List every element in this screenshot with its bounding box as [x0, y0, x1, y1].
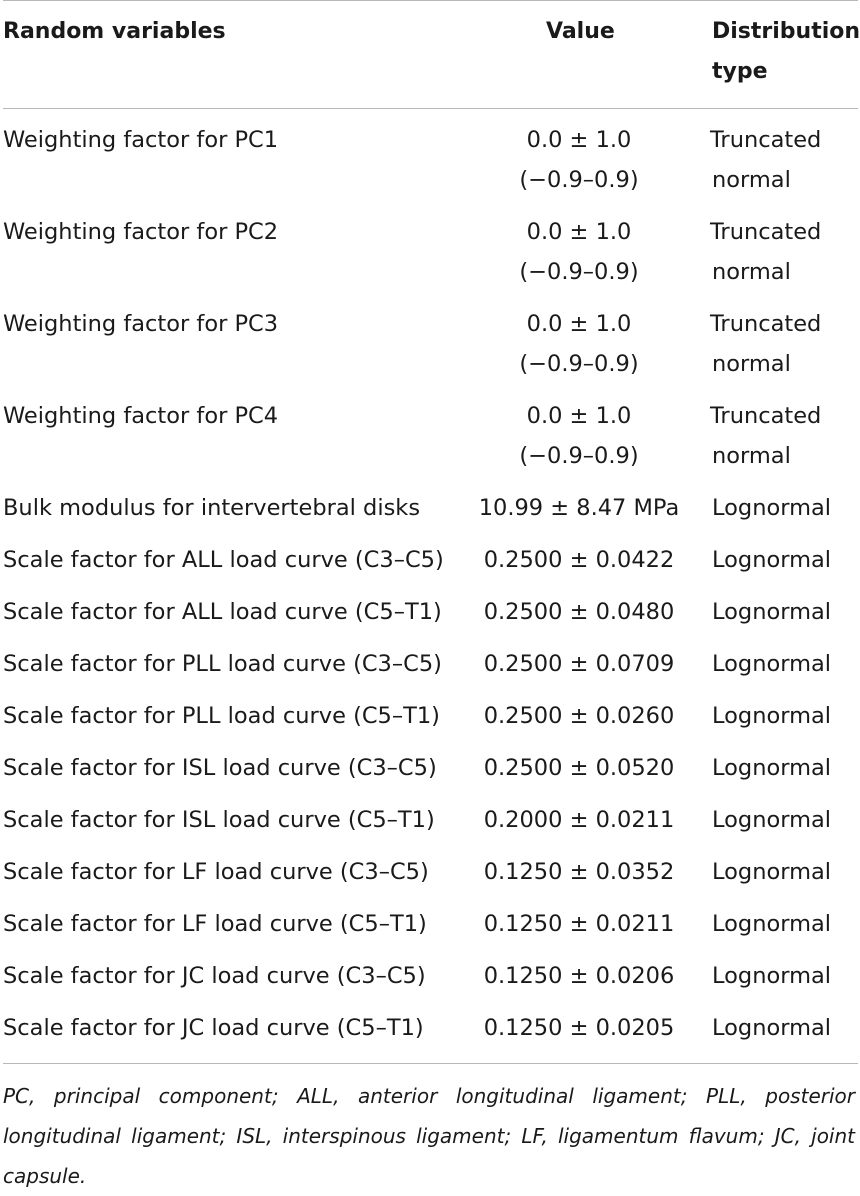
- value-cell: 0.1250 ± 0.0205: [483, 1015, 675, 1041]
- value-cell: 0.2500 ± 0.0260: [483, 703, 675, 729]
- distribution-cell-line2: normal: [712, 351, 791, 377]
- variable-cell: Weighting factor for PC1: [3, 127, 279, 153]
- value-cell: 0.2500 ± 0.0422: [483, 547, 675, 573]
- distribution-cell: Lognormal: [712, 495, 832, 521]
- value-cell: 0.0 ± 1.0: [526, 311, 632, 337]
- distribution-cell: Lognormal: [712, 547, 832, 573]
- table-footnote: PC, principal component; ALL, anterior longitudinal ligament; PLL, posterior longitudinal ligament; ISL, interspinous ligament; LF, ligamentum flavum; JC, joint capsule.: [3, 1084, 855, 1188]
- value-cell: 0.1250 ± 0.0206: [483, 963, 675, 989]
- table-top-rule: [3, 0, 858, 1]
- table-bottom-rule: [3, 1063, 858, 1064]
- distribution-cell: Lognormal: [712, 963, 832, 989]
- variable-cell: Scale factor for JC load curve (C3–C5): [3, 963, 426, 989]
- distribution-cell: Lognormal: [712, 911, 832, 937]
- value-cell: 0.2500 ± 0.0520: [483, 755, 675, 781]
- header-random-variables: Random variables: [3, 19, 226, 44]
- value-cell: 10.99 ± 8.47 MPa: [478, 495, 680, 521]
- value-cell: 0.2500 ± 0.0480: [483, 599, 675, 625]
- variable-cell: Weighting factor for PC2: [3, 219, 279, 245]
- header-type: type: [712, 59, 768, 84]
- variable-cell: Scale factor for ISL load curve (C5–T1): [3, 807, 435, 833]
- distribution-cell: Lognormal: [712, 807, 832, 833]
- variable-cell: Scale factor for LF load curve (C5–T1): [3, 911, 427, 937]
- header-distribution: Distribution: [712, 19, 860, 44]
- variable-cell: Scale factor for JC load curve (C5–T1): [3, 1015, 424, 1041]
- distribution-cell-line2: normal: [712, 443, 791, 469]
- value-cell: 0.0 ± 1.0: [526, 403, 632, 429]
- variable-cell: Weighting factor for PC4: [3, 403, 279, 429]
- variable-cell: Scale factor for PLL load curve (C5–T1): [3, 703, 440, 729]
- distribution-cell: Lognormal: [712, 755, 832, 781]
- variable-cell: Scale factor for ALL load curve (C5–T1): [3, 599, 442, 625]
- variable-cell: Scale factor for PLL load curve (C3–C5): [3, 651, 442, 677]
- range-cell: (−0.9–0.9): [519, 259, 639, 285]
- distribution-cell: Lognormal: [712, 859, 832, 885]
- distribution-cell: Truncated: [710, 403, 822, 429]
- variable-cell: Scale factor for ALL load curve (C3–C5): [3, 547, 444, 573]
- value-cell: 0.1250 ± 0.0352: [483, 859, 675, 885]
- value-cell: 0.1250 ± 0.0211: [483, 911, 675, 937]
- header-value: Value: [546, 19, 615, 44]
- distribution-cell: Truncated: [710, 311, 822, 337]
- distribution-cell: Lognormal: [712, 703, 832, 729]
- variable-cell: Scale factor for LF load curve (C3–C5): [3, 859, 429, 885]
- distribution-cell: Truncated: [710, 219, 822, 245]
- distribution-cell: Lognormal: [712, 599, 832, 625]
- distribution-cell: Lognormal: [712, 1015, 832, 1041]
- distribution-cell-line2: normal: [712, 167, 791, 193]
- variable-cell: Scale factor for ISL load curve (C3–C5): [3, 755, 437, 781]
- header-rule: [3, 108, 858, 109]
- variable-cell: Bulk modulus for intervertebral disks: [3, 495, 421, 521]
- distribution-cell: Truncated: [710, 127, 822, 153]
- distribution-cell: Lognormal: [712, 651, 832, 677]
- distribution-cell-line2: normal: [712, 259, 791, 285]
- range-cell: (−0.9–0.9): [519, 443, 639, 469]
- variable-cell: Weighting factor for PC3: [3, 311, 279, 337]
- value-cell: 0.2500 ± 0.0709: [483, 651, 675, 677]
- value-cell: 0.0 ± 1.0: [526, 219, 632, 245]
- value-cell: 0.0 ± 1.0: [526, 127, 632, 153]
- value-cell: 0.2000 ± 0.0211: [483, 807, 675, 833]
- range-cell: (−0.9–0.9): [519, 167, 639, 193]
- range-cell: (−0.9–0.9): [519, 351, 639, 377]
